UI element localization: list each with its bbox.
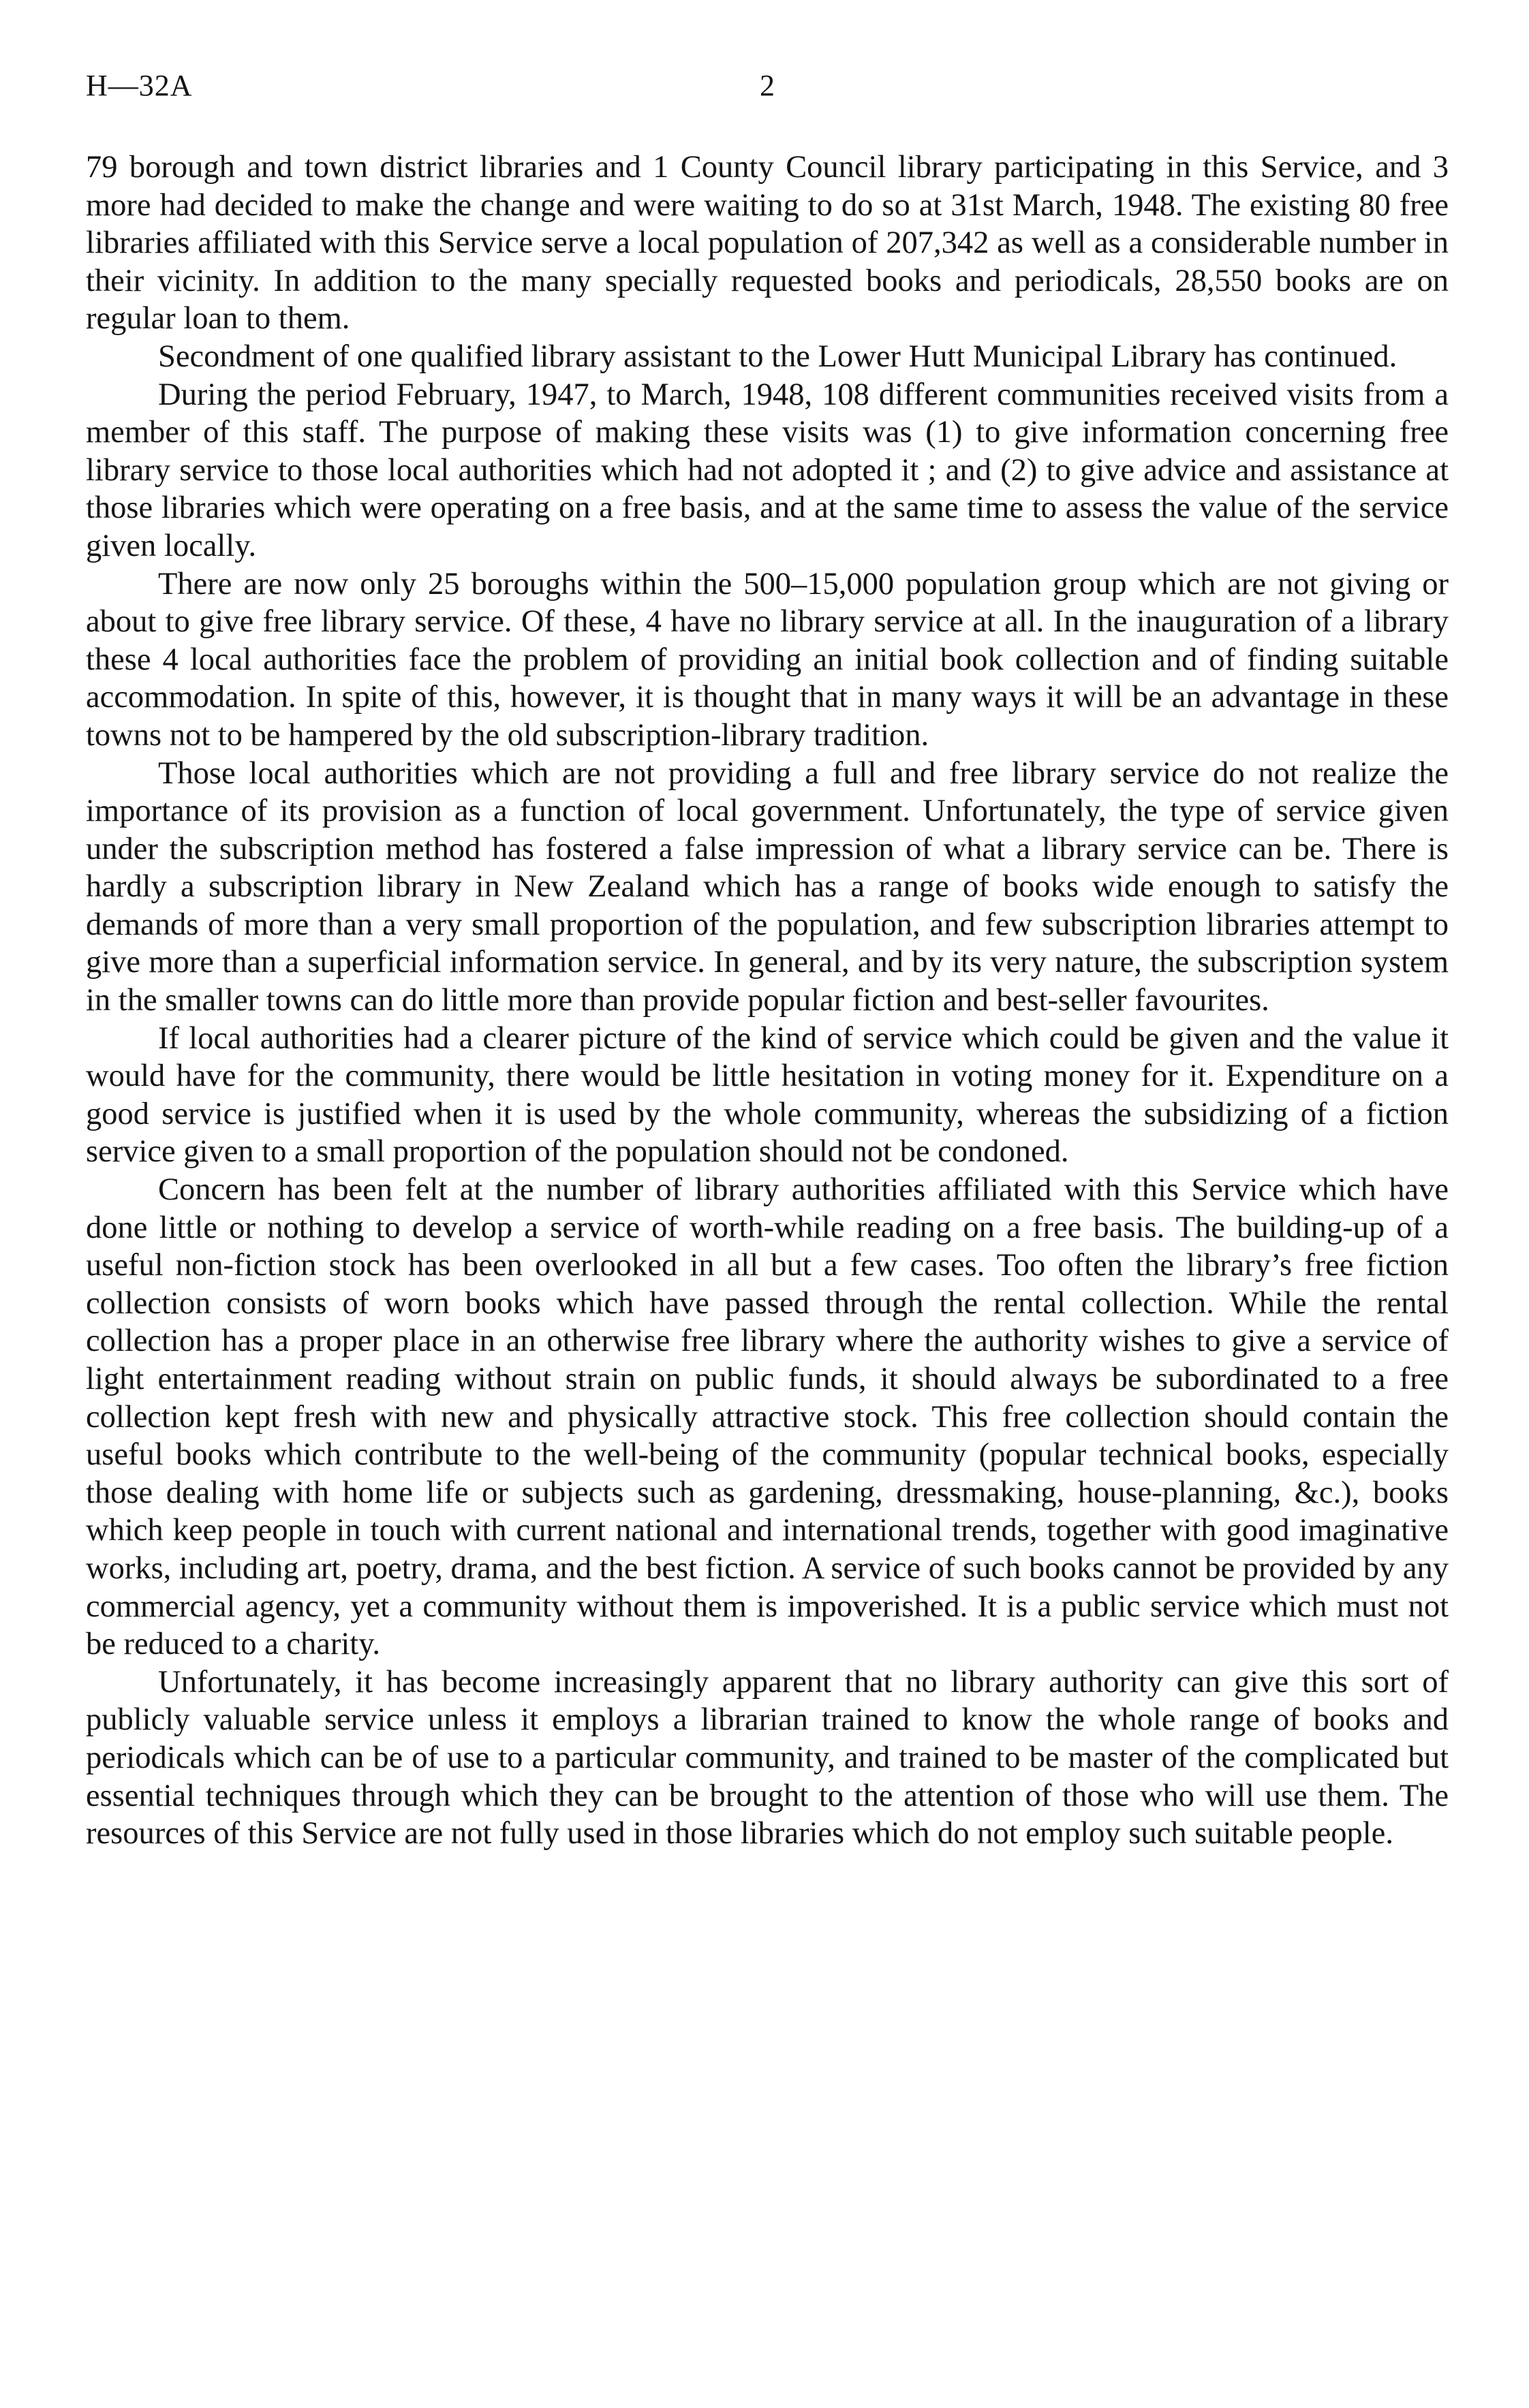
paragraph-community-visits: During the period February, 1947, to March, 1948, 108 different communities received visits from a member of this staff. The purpose of making these visits was (1) to give information concerning free library service to those local authorities which had not adopted it ; and (2) to give advice and assistance at those libraries which were operating on a free basis, and at the same time to assess the value of the service given locally.	[86, 377, 1449, 563]
body-text	[86, 148, 1449, 1853]
paragraph-boroughs-without-service: There are now only 25 boroughs within the 500–15,000 population group which are not giving or about to give free library service. Of these, 4 have no library service at all. In the inauguration of a library these 4 local authorities face the problem of providing an initial book collection and of finding suitable accommodation. In spite of this, however, it is thought that in many ways it will be an advantage in these towns not to be hampered by the old subscription-library tradition.	[86, 566, 1449, 753]
paragraph-free-collection: Concern has been felt at the number of library authorities affiliated with this Service which have done little or nothing to develop a service of worth-while reading on a free basis. The building-up of a useful non-fiction stock has been overlooked in all but a few cases. Too often the library’s free fiction collection consists of worn books which have passed through the rental collection. While the rental collection has a proper place in an otherwise free library where the authority wishes to give a service of light entertainment reading without strain on public funds, it should always be subordinated to a free collection kept fresh with new and physically attractive stock. This free collection should contain the useful books which contribute to the well-being of the community (popular technical books, especially those dealing with home life or subjects such as gardening, dressmaking, house-planning, &c.), books which keep people in touch with current national and international trends, together with good imaginative works, including art, poetry, drama, and the best fiction. A service of such books cannot be provided by any commercial agency, yet a community without them is impoverished. It is a public service which must not be reduced to a charity.	[86, 1172, 1449, 1662]
paragraph-library-participation: 79 borough and town district libraries and 1 County Council library participating in this Service, and 3 more had decided to make the change and were waiting to do so at 31st March, 1948. The existing 80 free libraries affiliated with this Service serve a local population of 207,342 as well as a considerable number in their vicinity. In addition to the many specially requested books and periodicals, 28,550 books are on regular loan to them.	[86, 150, 1449, 337]
page-number: 2	[760, 69, 775, 102]
paragraph-funding-value: If local authorities had a clearer picture of the kind of service which could be given and the value it would have for the community, there would be little hesitation in voting money for it. Expenditure on a good service is justified when it is used by the whole community, whereas the subsidizing of a fiction service given to a small proportion of the population should not be condoned.	[86, 1020, 1449, 1170]
document-page	[86, 68, 1449, 1853]
paragraph-trained-librarians: Unfortunately, it has become increasingly apparent that no library authority can give this sort of publicly valuable service unless it employs a librarian trained to know the whole range of books and periodicals which can be of use to a particular community, and trained to be master of the complicated but essential techniques through which they can be brought to the attention of those who will use them. The resources of this Service are not fully used in those libraries which do not employ such suitable people.	[86, 1664, 1449, 1851]
paragraph-secondment: Secondment of one qualified library assistant to the Lower Hutt Municipal Library has continued.	[158, 339, 1397, 374]
page-header	[86, 68, 1449, 123]
document-code: H—32A	[86, 69, 193, 102]
paragraph-subscription-method: Those local authorities which are not providing a full and free library service do not realize the importance of its provision as a function of local government. Unfortunately, the type of service given under the subscription method has fostered a false impression of what a library service can be. There is hardly a subscription library in New Zealand which has a range of books wide enough to satisfy the demands of more than a very small proportion of the population, and few subscription libraries attempt to give more than a superficial information service. In general, and by its very nature, the subscription system in the smaller towns can do little more than provide popular fiction and best-seller favourites.	[86, 755, 1449, 1018]
